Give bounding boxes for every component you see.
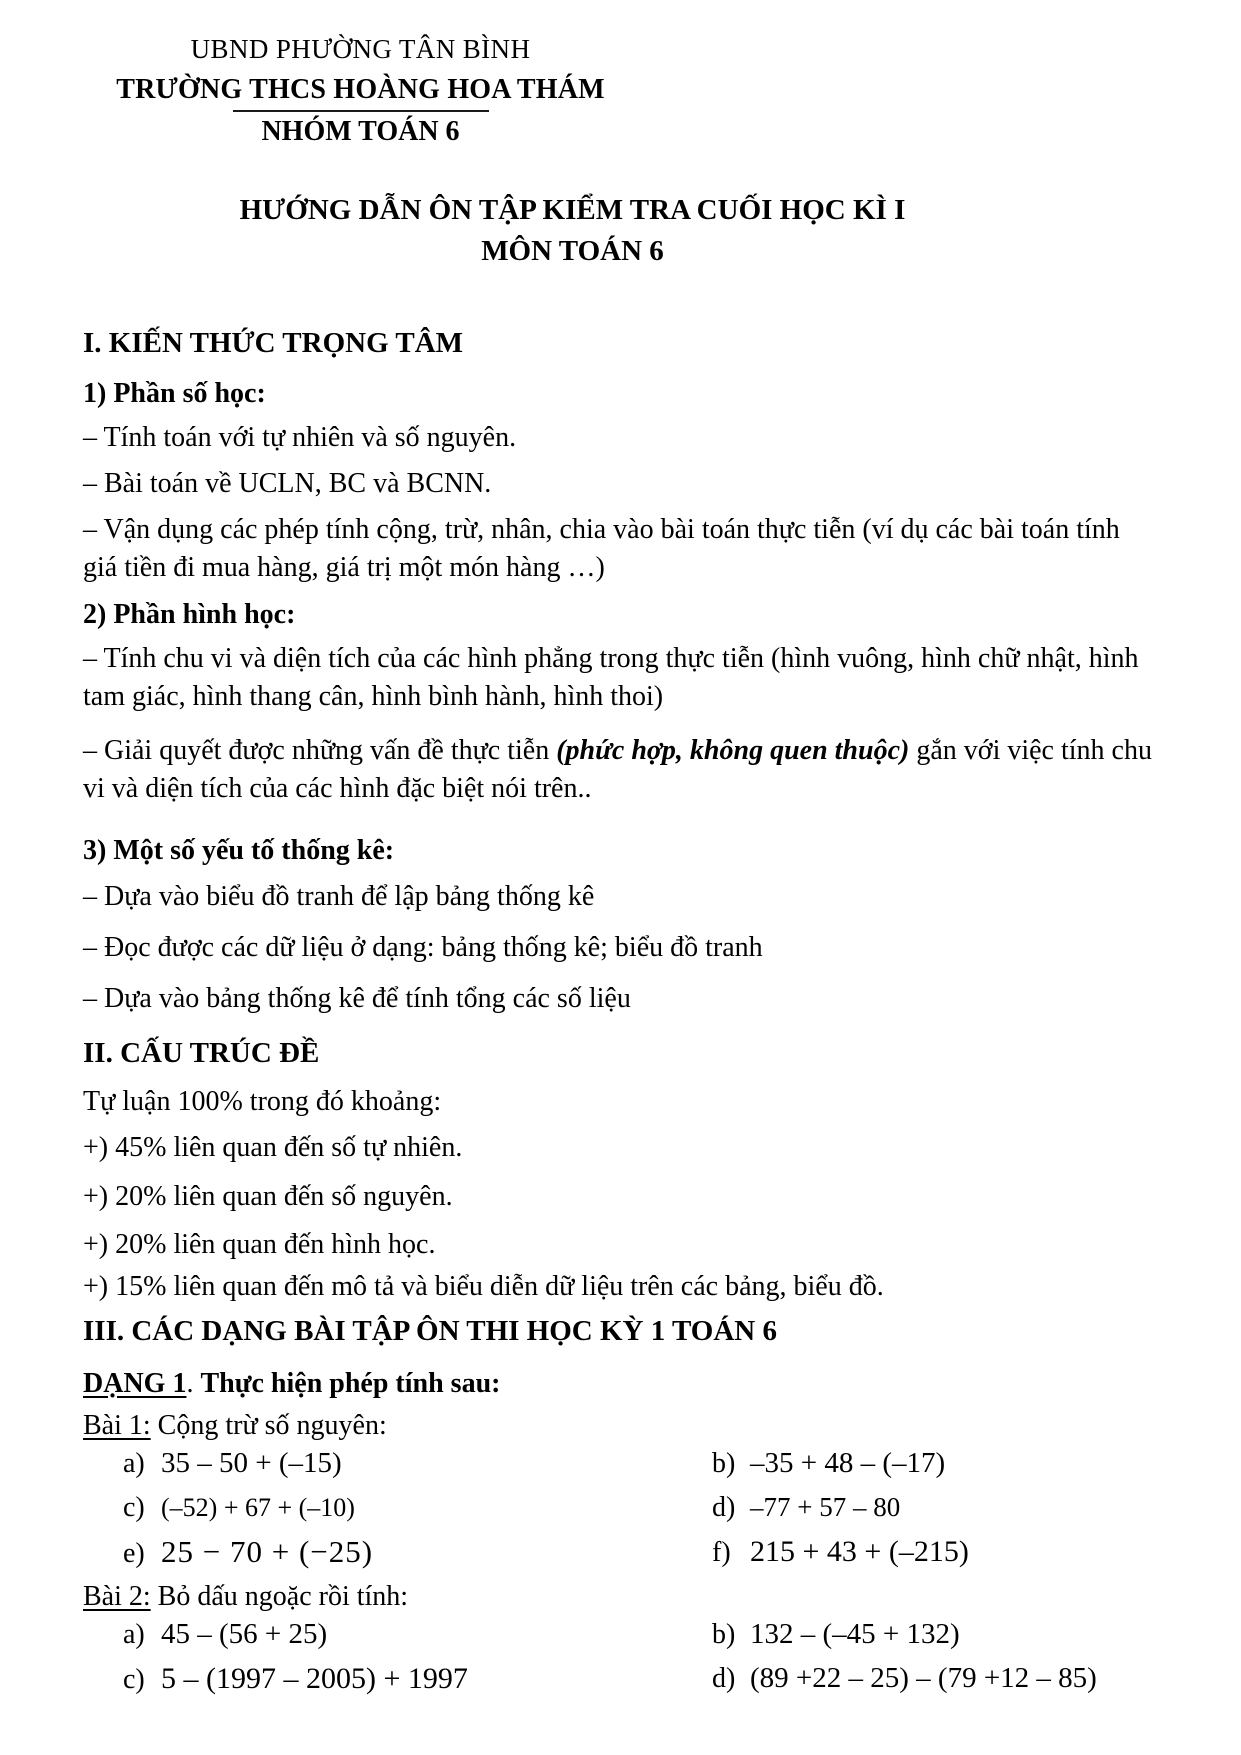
subsection-arithmetic-heading: 1) Phần số học:	[83, 378, 266, 410]
arithmetic-item-1: – Tính toán với tự nhiên và số nguyên.	[83, 422, 517, 454]
document-title-line-2: MÔN TOÁN 6	[481, 235, 664, 267]
statistics-item-3: – Dựa vào bảng thống kê để tính tổng các số liệu	[83, 983, 631, 1015]
exercise-letter: f)	[712, 1537, 731, 1569]
exercise-expression: (–52) + 67 + (–10)	[161, 1493, 355, 1523]
structure-item-1: +) 45% liên quan đến số tự nhiên.	[83, 1132, 463, 1164]
exercise-item-1e	[83, 1535, 672, 1570]
exercise-item-2d	[672, 1662, 1158, 1696]
structure-item-4: +) 15% liên quan đến mô tả và biểu diễn dữ liệu trên các bảng, biểu đồ.	[83, 1270, 884, 1302]
exercise-letter: e)	[123, 1538, 145, 1570]
structure-item-3: +) 20% liên quan đến hình học.	[83, 1228, 436, 1260]
bai-1-heading	[83, 1407, 1158, 1445]
arithmetic-item-3: – Vận dụng các phép tính cộng, trừ, nhân, chia vào bài toán thực tiễn (ví dụ các bài toán tính giá tiền đi mua hàng, giá trị một món hàng …)	[83, 514, 1120, 584]
bai-2-label: Bài 2:	[83, 1581, 151, 1613]
exercise-expression: 132 – (–45 + 132)	[750, 1618, 960, 1651]
bai-1-title: Cộng trừ số nguyên:	[150, 1409, 387, 1441]
exercise-item-1f	[672, 1535, 1158, 1570]
exercise-expression: (89 +22 – 25) – (79 +12 – 85)	[750, 1662, 1097, 1695]
document-title-line-1: HƯỚNG DẪN ÔN TẬP KIỂM TRA CUỐI HỌC KÌ I	[239, 194, 906, 226]
exercise-letter: c)	[123, 1492, 145, 1524]
geometry-item-1: – Tính chu vi và diện tích của các hình phẳng trong thực tiễn (hình vuông, hình chữ nhật, hình tam giác, hình thang cân, hình bình hành, hình thoi)	[83, 642, 1139, 712]
exercise-expression: –35 + 48 – (–17)	[750, 1447, 946, 1480]
geometry-item-2-prefix: – Giải quyết được những vấn đề thực tiễn	[83, 734, 557, 766]
exercise-letter: a)	[123, 1619, 145, 1651]
bai-2-heading	[83, 1578, 1158, 1616]
exercise-expression: 35 – 50 + (–15)	[161, 1447, 342, 1480]
exercise-letter: d)	[712, 1492, 736, 1524]
bai-2-title: Bỏ dấu ngoặc rồi tính:	[150, 1581, 409, 1613]
section-iii-heading: III. CÁC DẠNG BÀI TẬP ÔN THI HỌC KỲ 1 TOÁN 6	[83, 1314, 777, 1347]
exercise-expression: –77 + 57 – 80	[750, 1492, 901, 1523]
bai-2-items	[83, 1618, 1158, 1696]
statistics-item-2: – Đọc được các dữ liệu ở dạng: bảng thống kê; biểu đồ tranh	[83, 932, 763, 964]
structure-item-2: +) 20% liên quan đến số nguyên.	[83, 1180, 453, 1212]
geometry-item-2-suffix: gắn với việc tính chu vi và diện tích của các hình đặc biệt nói trên..	[83, 734, 1152, 804]
exercise-letter: a)	[123, 1448, 145, 1480]
section-i-heading: I. KIẾN THỨC TRỌNG TÂM	[83, 327, 464, 359]
exercise-letter: b)	[712, 1619, 736, 1651]
letterhead-group: NHÓM TOÁN 6	[261, 116, 460, 147]
exercise-expression: 45 – (56 + 25)	[161, 1618, 328, 1651]
letterhead	[83, 34, 638, 148]
exercise-letter: c)	[123, 1664, 145, 1696]
letterhead-org: UBND PHƯỜNG TÂN BÌNH	[190, 34, 531, 64]
arithmetic-item-2: – Bài toán về UCLN, BC và BCNN.	[83, 468, 492, 500]
exercise-item-1b	[672, 1447, 1158, 1480]
exercise-item-2b	[672, 1618, 1158, 1651]
bai-1-items	[83, 1447, 1158, 1570]
dang-1-label: DẠNG 1	[83, 1367, 187, 1399]
exercise-letter: d)	[712, 1663, 736, 1695]
exercise-item-1c	[83, 1491, 672, 1524]
section-ii-heading: II. CẤU TRÚC ĐỀ	[83, 1037, 320, 1070]
exercise-item-2c	[83, 1662, 672, 1696]
exercise-letter: b)	[712, 1448, 736, 1480]
geometry-item-2-emphasis: (phức hợp, không quen thuộc)	[556, 734, 910, 766]
dang-1-separator: .	[186, 1367, 201, 1399]
dang-1-title: Thực hiện phép tính sau:	[200, 1367, 501, 1399]
document-title	[83, 194, 1158, 268]
exercise-expression: 215 + 43 + (–215)	[750, 1535, 969, 1569]
bai-1-label: Bài 1:	[83, 1409, 151, 1441]
exercise-expression: 5 – (1997 – 2005) + 1997	[161, 1662, 468, 1696]
subsection-statistics-heading: 3) Một số yếu tố thống kê:	[83, 834, 395, 866]
statistics-item-1: – Dựa vào biểu đồ tranh để lập bảng thống kê	[83, 881, 595, 912]
subsection-geometry-heading: 2) Phần hình học:	[83, 598, 296, 630]
exercise-expression: 25 − 70 + (−25)	[161, 1534, 374, 1570]
exercise-item-2a	[83, 1618, 672, 1651]
letterhead-school: TRƯỜNG THCS HOÀNG HOA THÁM	[116, 74, 605, 105]
geometry-item-2	[83, 732, 1158, 808]
structure-intro: Tự luận 100% trong đó khoảng:	[83, 1086, 442, 1118]
exercise-item-1a	[83, 1447, 672, 1480]
dang-1-heading	[83, 1365, 1158, 1403]
exercise-item-1d	[672, 1491, 1158, 1524]
letterhead-divider	[233, 110, 489, 112]
